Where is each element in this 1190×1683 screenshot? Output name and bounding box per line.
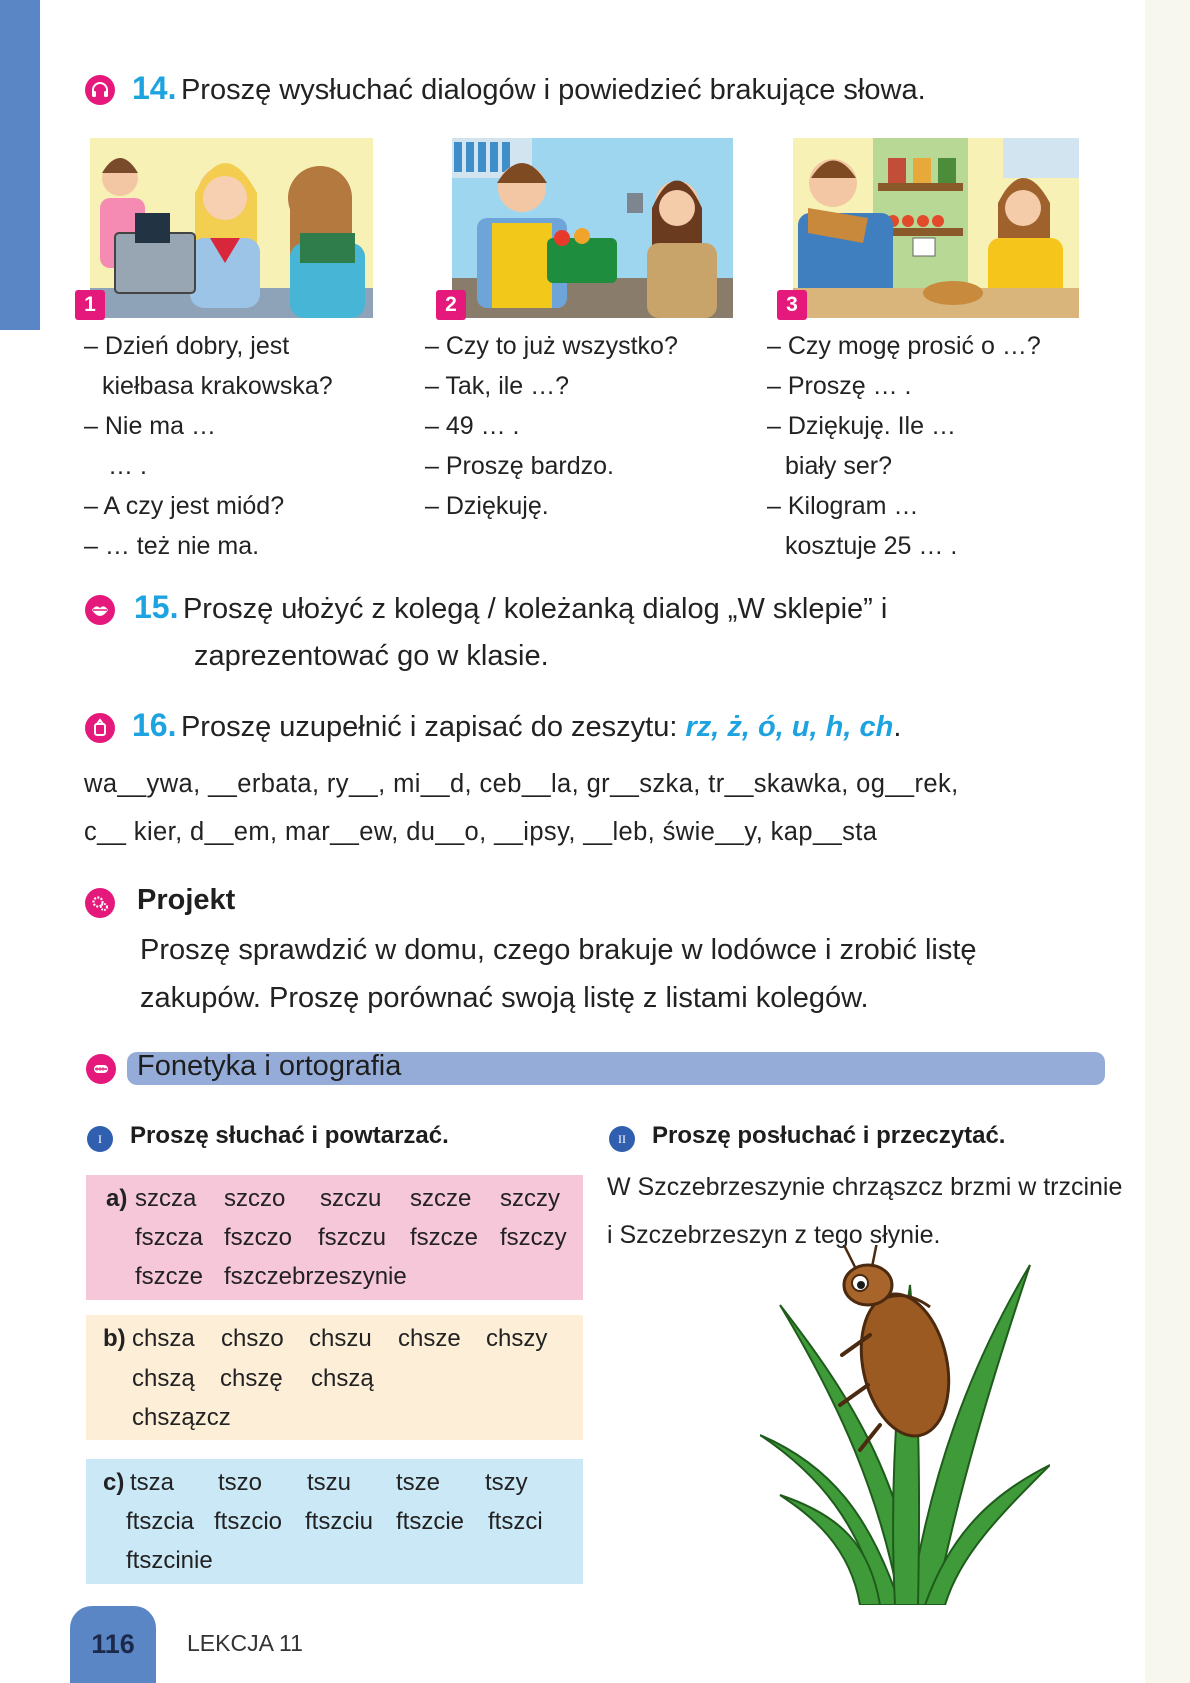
- dialogue-line: … .: [108, 452, 147, 480]
- gap-words-line-2: c__ kier, d__em, mar__ew, du__o, __ipsy, __leb, świe__y, kap__sta: [84, 818, 878, 846]
- syllable: chszą: [311, 1365, 374, 1392]
- dialogue-line: – Nie ma …: [84, 412, 216, 440]
- scene-2-illustration: [452, 138, 733, 318]
- tongue-twister-line: W Szczebrzeszynie chrząszcz brzmi w trzcinie: [607, 1173, 1123, 1201]
- box-label: b): [103, 1325, 126, 1352]
- box-label: c): [103, 1469, 125, 1496]
- dialogue-line: – A czy jest miód?: [84, 492, 285, 520]
- dialogue-2: [425, 326, 678, 526]
- syllable: chszązcz: [132, 1404, 231, 1431]
- syllable: ftszcie: [396, 1508, 465, 1535]
- scene-2-number: 2: [436, 290, 466, 320]
- dialogue-line: – Czy to już wszystko?: [425, 332, 678, 360]
- project-title: Projekt: [137, 884, 236, 916]
- syllable: tsze: [396, 1469, 441, 1496]
- dialogue-line: – Dziękuję.: [425, 492, 549, 520]
- syllable: szcze: [410, 1185, 472, 1212]
- syllables-box-a: [86, 1175, 583, 1300]
- dialogue-line: – Tak, ile …?: [425, 372, 570, 400]
- project-line: zakupów. Proszę porównać swoją listę z listami kolegów.: [140, 982, 869, 1014]
- scene-1-number: 1: [75, 290, 105, 320]
- mouth-icon: [86, 1054, 116, 1084]
- dialogue-line: – Proszę bardzo.: [425, 452, 614, 480]
- syllables-box-c: [86, 1459, 583, 1584]
- syllable: szczo: [224, 1185, 286, 1212]
- beetle-in-reeds-illustration: [760, 1245, 1050, 1605]
- dialogue-line: – Dziękuję. Ile …: [767, 412, 956, 440]
- scene-3-illustration: [793, 138, 1079, 318]
- syllable: ftszcia: [126, 1508, 195, 1535]
- dialogue-line: – Kilogram …: [767, 492, 919, 520]
- syllable: chszu: [309, 1325, 372, 1352]
- syllable: szczy: [500, 1185, 560, 1212]
- phonetics-title: Fonetyka i ortografia: [137, 1050, 402, 1082]
- roman-numeral-badge: II: [609, 1126, 635, 1152]
- dialogue-line: kiełbasa krakowska?: [102, 372, 333, 400]
- exercise-number: 16.: [132, 707, 177, 743]
- scene-1-illustration: [90, 138, 373, 318]
- roman-numeral-badge: I: [87, 1126, 113, 1152]
- headphones-icon: [85, 75, 115, 105]
- syllable: ftszci: [488, 1508, 543, 1535]
- part-1-title: Proszę słuchać i powtarzać.: [130, 1122, 449, 1149]
- dialogue-line: – Proszę … .: [767, 372, 912, 400]
- syllables-box-b: [86, 1315, 583, 1440]
- syllable: ftszcio: [214, 1508, 283, 1535]
- syllable: ftszciu: [305, 1508, 374, 1535]
- part-2-title: Proszę posłuchać i przeczytać.: [652, 1122, 1006, 1149]
- syllable: chsza: [132, 1325, 195, 1352]
- syllable: fszcze: [135, 1263, 204, 1290]
- letters-highlight: rz, ż, ó, u, h, ch: [685, 711, 894, 743]
- syllable: chszą: [132, 1365, 195, 1392]
- exercise-instruction: Proszę wysłuchać dialogów i powiedzieć brakujące słowa.: [180, 74, 926, 106]
- syllable: tszy: [485, 1469, 528, 1496]
- gears-icon: [85, 888, 115, 918]
- pencil-icon: [85, 713, 115, 743]
- syllable: ftszcinie: [126, 1547, 213, 1574]
- dialogue-3: [767, 326, 1041, 566]
- exercise-number: 14.: [132, 70, 177, 106]
- gap-words-line-1: wa__ywa, __erbata, ry__, mi__d, ceb__la, gr__szka, tr__skawka, og__rek,: [84, 770, 959, 798]
- dialogue-line: – Czy mogę prosić o …?: [767, 332, 1041, 360]
- syllable: fszcze: [410, 1224, 479, 1251]
- exercise-15-heading: [134, 589, 887, 626]
- page-edge: [1145, 0, 1190, 1683]
- syllable: tszo: [218, 1469, 263, 1496]
- syllable: chszo: [221, 1325, 284, 1352]
- dialogue-line: – 49 … .: [425, 412, 520, 440]
- exercise-14-heading: [132, 70, 926, 107]
- exercise-instruction: Proszę uzupełnić i zapisać do zeszytu:: [180, 711, 686, 743]
- dialogue-1: [84, 326, 333, 566]
- syllable: fszczu: [318, 1224, 387, 1251]
- syllable: chszę: [220, 1365, 283, 1392]
- syllable: tszu: [307, 1469, 352, 1496]
- dialogue-line: kosztuje 25 … .: [785, 532, 958, 560]
- exercise-16-heading: [132, 707, 901, 744]
- page-number: 116: [70, 1606, 156, 1683]
- syllable: szczu: [320, 1185, 382, 1212]
- scene-3-number: 3: [777, 290, 807, 320]
- project-body: [140, 926, 977, 1022]
- lesson-label: LEKCJA 11: [187, 1630, 303, 1656]
- syllable: tsza: [130, 1469, 175, 1496]
- syllable: fszczebrzeszynie: [224, 1263, 407, 1290]
- syllable: fszczy: [500, 1224, 567, 1251]
- exercise-instruction-cont: zaprezentować go w klasie.: [194, 640, 549, 672]
- dialogue-line: biały ser?: [785, 452, 892, 480]
- exercise-number: 15.: [134, 589, 179, 625]
- dialogue-line: – … też nie ma.: [84, 532, 260, 560]
- syllable: chszy: [486, 1325, 548, 1352]
- side-tab: [0, 0, 40, 330]
- syllable: fszczo: [224, 1224, 293, 1251]
- exercise-instruction: Proszę ułożyć z kolegą / koleżanką dialog „W sklepie” i: [182, 593, 888, 625]
- project-line: Proszę sprawdzić w domu, czego brakuje w lodówce i zrobić listę: [140, 934, 977, 966]
- syllable: fszcza: [135, 1224, 204, 1251]
- syllable: chsze: [398, 1325, 461, 1352]
- lips-icon: [85, 595, 115, 625]
- dialogue-line: – Dzień dobry, jest: [84, 332, 290, 360]
- box-label: a): [106, 1185, 128, 1212]
- instruction-end: .: [893, 711, 902, 743]
- syllable: szcza: [135, 1185, 197, 1212]
- tongue-twister-line: i Szczebrzeszyn z tego słynie.: [607, 1221, 941, 1249]
